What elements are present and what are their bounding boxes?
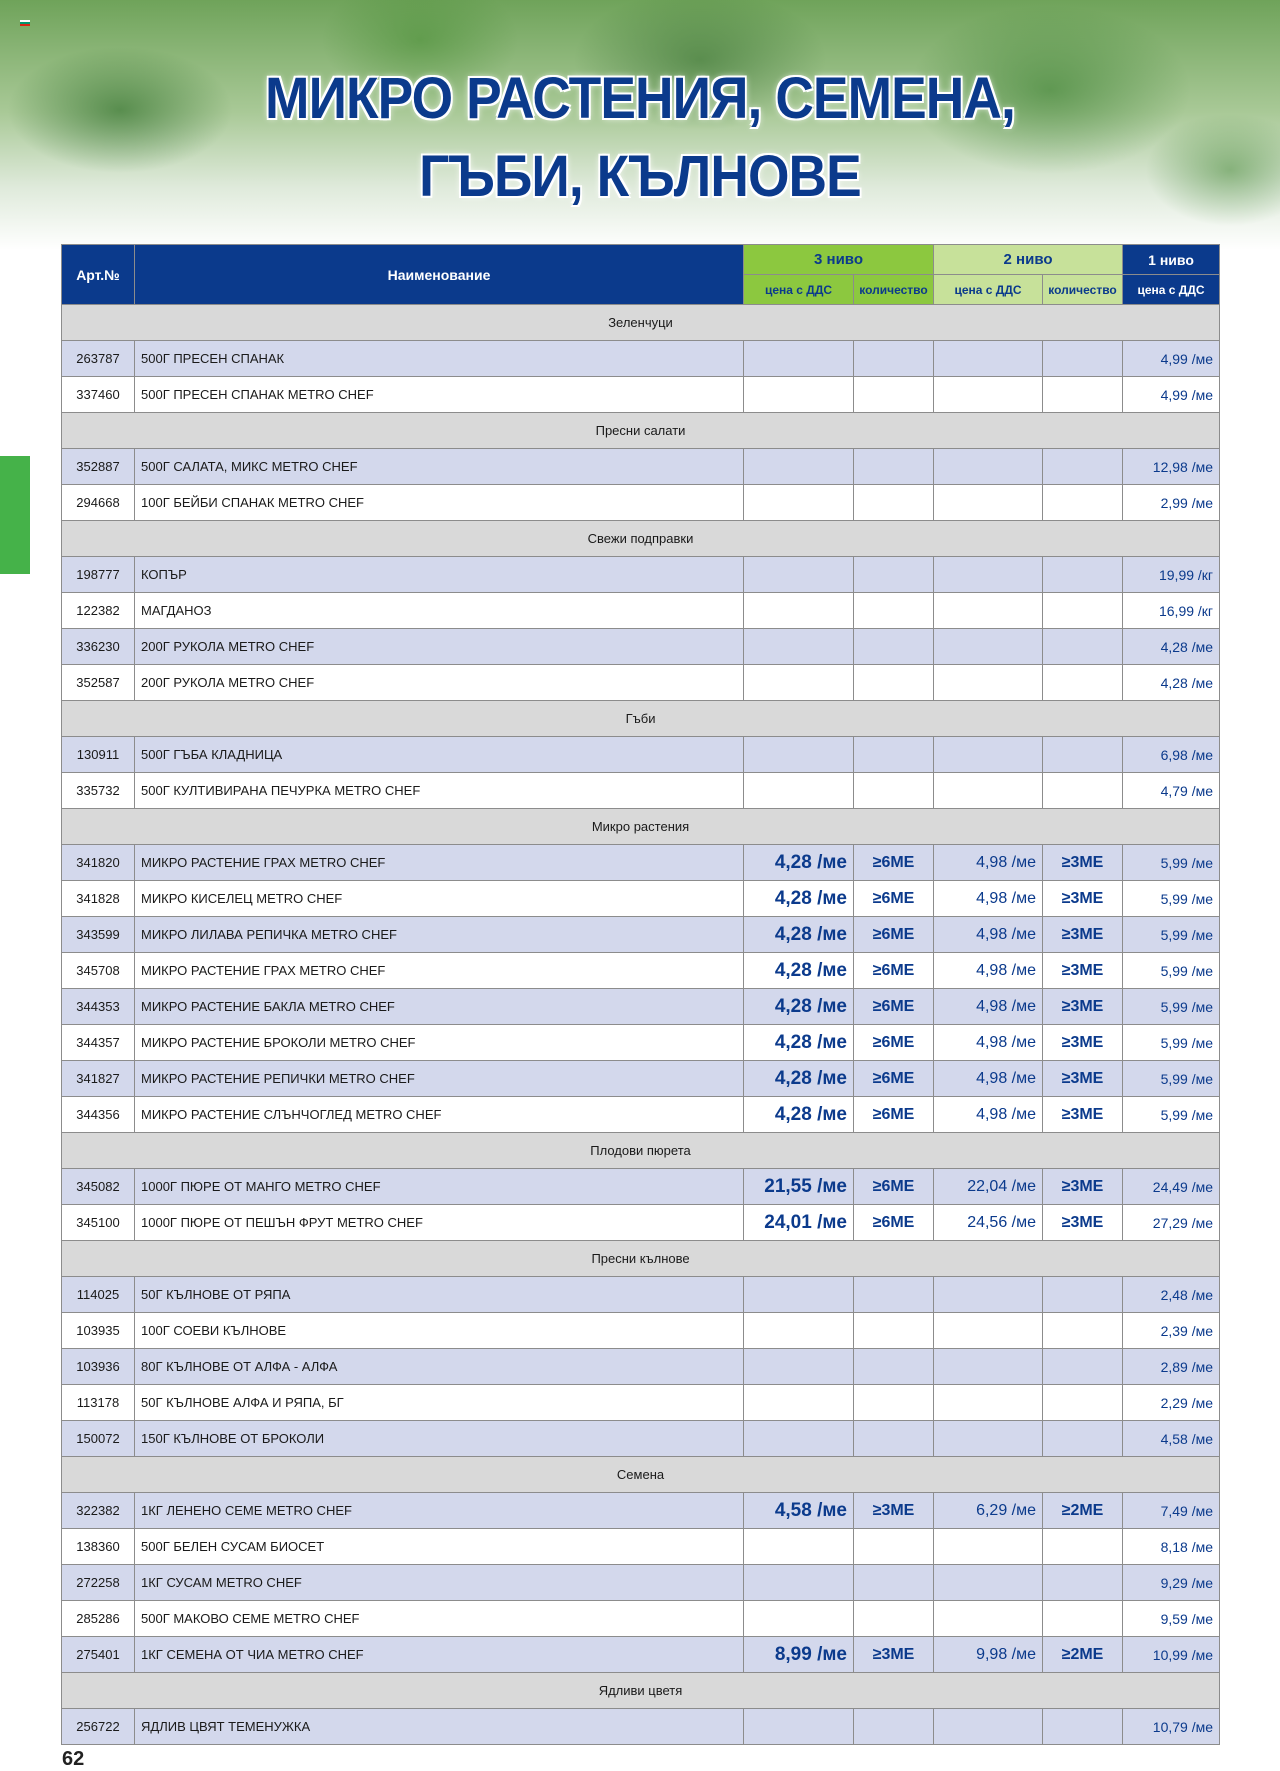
section-header-row <box>62 521 1220 557</box>
tier3-quantity <box>854 1709 934 1745</box>
tier2-price: 4,98 /ме <box>934 881 1043 917</box>
product-name: 500Г МАКОВО СЕМЕ METRO CHEF <box>135 1601 744 1637</box>
col-header-art: Арт.№ <box>62 245 135 305</box>
price-table <box>61 244 1220 1745</box>
product-name: 1КГ СУСАМ METRO CHEF <box>135 1565 744 1601</box>
tier3-quantity <box>854 1349 934 1385</box>
tier2-quantity: ≥3МЕ <box>1043 917 1123 953</box>
tier1-price: 5,99 /ме <box>1123 989 1220 1025</box>
article-number: 122382 <box>62 593 135 629</box>
tier1-price: 10,99 /ме <box>1123 1637 1220 1673</box>
section-title: Ядливи цветя <box>62 1673 1220 1709</box>
product-name: 1000Г ПЮРЕ ОТ ПЕШЪН ФРУТ METRO CHEF <box>135 1205 744 1241</box>
article-number: 345708 <box>62 953 135 989</box>
table-row <box>62 773 1220 809</box>
table-row <box>62 629 1220 665</box>
product-name: 1КГ СЕМЕНА ОТ ЧИА METRO CHEF <box>135 1637 744 1673</box>
page-number: 62 <box>62 1748 85 1770</box>
table-row <box>62 485 1220 521</box>
tier2-price <box>934 1601 1043 1637</box>
tier1-price: 5,99 /ме <box>1123 1061 1220 1097</box>
table-row <box>62 557 1220 593</box>
col-header-tier1-price: цена с ДДС <box>1123 275 1220 305</box>
article-number: 113178 <box>62 1385 135 1421</box>
article-number: 272258 <box>62 1565 135 1601</box>
table-row <box>62 1025 1220 1061</box>
tier3-quantity <box>854 1529 934 1565</box>
tier2-price: 4,98 /ме <box>934 953 1043 989</box>
article-number: 198777 <box>62 557 135 593</box>
tier2-quantity: ≥3МЕ <box>1043 1025 1123 1061</box>
article-number: 322382 <box>62 1493 135 1529</box>
table-row <box>62 1061 1220 1097</box>
tier3-quantity: ≥3МЕ <box>854 1493 934 1529</box>
col-header-tier1: 1 ниво <box>1123 245 1220 275</box>
tier3-quantity: ≥6МЕ <box>854 881 934 917</box>
tier2-price <box>934 1385 1043 1421</box>
tier3-quantity <box>854 1277 934 1313</box>
product-name: МИКРО ЛИЛАВА РЕПИЧКА METRO CHEF <box>135 917 744 953</box>
article-number: 285286 <box>62 1601 135 1637</box>
section-header-row <box>62 701 1220 737</box>
article-number: 130911 <box>62 737 135 773</box>
tier2-quantity <box>1043 1565 1123 1601</box>
tier3-quantity <box>854 485 934 521</box>
product-name: ЯДЛИВ ЦВЯТ ТЕМЕНУЖКА <box>135 1709 744 1745</box>
article-number: 341820 <box>62 845 135 881</box>
article-number: 352587 <box>62 665 135 701</box>
tier3-price <box>744 665 854 701</box>
tier1-price: 5,99 /ме <box>1123 845 1220 881</box>
article-number: 150072 <box>62 1421 135 1457</box>
page-title-line2: ГЪБИ, КЪЛНОВЕ <box>419 144 861 209</box>
tier3-price: 4,58 /ме <box>744 1493 854 1529</box>
table-row <box>62 1601 1220 1637</box>
col-header-tier2-price: цена с ДДС <box>934 275 1043 305</box>
tier2-quantity: ≥3МЕ <box>1043 989 1123 1025</box>
tier2-quantity <box>1043 557 1123 593</box>
table-row <box>62 1349 1220 1385</box>
tier2-quantity <box>1043 593 1123 629</box>
tier2-quantity <box>1043 629 1123 665</box>
tier3-price <box>744 1349 854 1385</box>
tier2-quantity <box>1043 665 1123 701</box>
tier2-price: 4,98 /ме <box>934 1061 1043 1097</box>
table-row <box>62 737 1220 773</box>
tier1-price: 4,99 /ме <box>1123 341 1220 377</box>
tier1-price: 27,29 /ме <box>1123 1205 1220 1241</box>
table-row <box>62 1097 1220 1133</box>
tier2-price <box>934 665 1043 701</box>
tier3-quantity: ≥6МЕ <box>854 953 934 989</box>
section-title: Зеленчуци <box>62 305 1220 341</box>
tier3-quantity: ≥6МЕ <box>854 1097 934 1133</box>
tier3-quantity <box>854 449 934 485</box>
tier1-price: 4,58 /ме <box>1123 1421 1220 1457</box>
product-name: МИКРО РАСТЕНИЕ РЕПИЧКИ METRO CHEF <box>135 1061 744 1097</box>
section-header-row <box>62 413 1220 449</box>
tier3-price <box>744 1529 854 1565</box>
col-header-tier3-qty: количество <box>854 275 934 305</box>
table-row <box>62 953 1220 989</box>
table-row <box>62 845 1220 881</box>
tier1-price: 9,29 /ме <box>1123 1565 1220 1601</box>
article-number: 344356 <box>62 1097 135 1133</box>
tier2-price: 4,98 /ме <box>934 845 1043 881</box>
table-row <box>62 989 1220 1025</box>
tier2-quantity <box>1043 1385 1123 1421</box>
category-side-tab <box>0 456 30 574</box>
product-name: 500Г КУЛТИВИРАНА ПЕЧУРКА METRO CHEF <box>135 773 744 809</box>
table-row <box>62 377 1220 413</box>
tier2-quantity <box>1043 737 1123 773</box>
tier3-quantity: ≥6МЕ <box>854 1061 934 1097</box>
section-title: Гъби <box>62 701 1220 737</box>
page-title-line1: МИКРО РАСТЕНИЯ, СЕМЕНА, <box>265 66 1015 131</box>
tier2-quantity <box>1043 341 1123 377</box>
tier1-price: 2,29 /ме <box>1123 1385 1220 1421</box>
tier3-price: 4,28 /ме <box>744 1061 854 1097</box>
tier2-price <box>934 377 1043 413</box>
product-name: 200Г РУКОЛА METRO CHEF <box>135 629 744 665</box>
tier3-price: 4,28 /ме <box>744 989 854 1025</box>
tier3-price <box>744 737 854 773</box>
article-number: 138360 <box>62 1529 135 1565</box>
tier1-price: 12,98 /ме <box>1123 449 1220 485</box>
tier3-quantity <box>854 1385 934 1421</box>
product-name: 150Г КЪЛНОВЕ ОТ БРОКОЛИ <box>135 1421 744 1457</box>
tier2-price <box>934 1349 1043 1385</box>
table-row <box>62 1529 1220 1565</box>
tier3-price <box>744 557 854 593</box>
tier3-quantity: ≥6МЕ <box>854 1205 934 1241</box>
tier2-quantity <box>1043 1709 1123 1745</box>
article-number: 343599 <box>62 917 135 953</box>
tier3-price: 4,28 /ме <box>744 953 854 989</box>
tier3-price: 24,01 /ме <box>744 1205 854 1241</box>
tier2-quantity <box>1043 377 1123 413</box>
tier3-price <box>744 773 854 809</box>
tier1-price: 5,99 /ме <box>1123 917 1220 953</box>
section-header-row <box>62 1241 1220 1277</box>
table-row <box>62 881 1220 917</box>
tier3-quantity: ≥6МЕ <box>854 989 934 1025</box>
article-number: 294668 <box>62 485 135 521</box>
tier2-price <box>934 593 1043 629</box>
col-header-tier3-price: цена с ДДС <box>744 275 854 305</box>
section-header-row <box>62 1457 1220 1493</box>
table-row <box>62 1277 1220 1313</box>
product-name: МИКРО РАСТЕНИЕ ГРАХ METRO CHEF <box>135 953 744 989</box>
tier3-price <box>744 1421 854 1457</box>
tier3-price <box>744 377 854 413</box>
tier2-price: 4,98 /ме <box>934 1025 1043 1061</box>
tier3-price <box>744 485 854 521</box>
tier2-price <box>934 773 1043 809</box>
product-name: 50Г КЪЛНОВЕ ОТ РЯПА <box>135 1277 744 1313</box>
product-name: 100Г БЕЙБИ СПАНАК METRO CHEF <box>135 485 744 521</box>
tier2-price: 6,29 /ме <box>934 1493 1043 1529</box>
section-header-row <box>62 1673 1220 1709</box>
col-header-tier2-qty: количество <box>1043 275 1123 305</box>
tier2-quantity: ≥3МЕ <box>1043 1097 1123 1133</box>
table-row <box>62 1205 1220 1241</box>
tier2-price <box>934 1313 1043 1349</box>
product-name: 500Г ПРЕСЕН СПАНАК <box>135 341 744 377</box>
tier3-quantity <box>854 1313 934 1349</box>
article-number: 345100 <box>62 1205 135 1241</box>
tier2-price <box>934 1277 1043 1313</box>
product-name: 500Г БЕЛЕН СУСАМ БИОСЕТ <box>135 1529 744 1565</box>
article-number: 103936 <box>62 1349 135 1385</box>
tier2-price <box>934 737 1043 773</box>
product-name: 80Г КЪЛНОВЕ ОТ АЛФА - АЛФА <box>135 1349 744 1385</box>
tier2-quantity: ≥3МЕ <box>1043 953 1123 989</box>
tier3-quantity: ≥6МЕ <box>854 1025 934 1061</box>
tier2-price: 4,98 /ме <box>934 989 1043 1025</box>
article-number: 341828 <box>62 881 135 917</box>
tier2-quantity <box>1043 1277 1123 1313</box>
table-row <box>62 1385 1220 1421</box>
article-number: 263787 <box>62 341 135 377</box>
product-name: МИКРО РАСТЕНИЕ ГРАХ METRO CHEF <box>135 845 744 881</box>
tier3-price <box>744 341 854 377</box>
tier3-price <box>744 1565 854 1601</box>
product-name: МИКРО КИСЕЛЕЦ METRO CHEF <box>135 881 744 917</box>
article-number: 275401 <box>62 1637 135 1673</box>
tier3-quantity <box>854 665 934 701</box>
table-row <box>62 665 1220 701</box>
col-header-tier3: 3 ниво <box>744 245 934 275</box>
tier1-price: 16,99 /кг <box>1123 593 1220 629</box>
tier2-price <box>934 1565 1043 1601</box>
tier1-price: 5,99 /ме <box>1123 1097 1220 1133</box>
table-row <box>62 449 1220 485</box>
product-name: 500Г ПРЕСЕН СПАНАК METRO CHEF <box>135 377 744 413</box>
tier1-price: 2,48 /ме <box>1123 1277 1220 1313</box>
tier3-price <box>744 593 854 629</box>
product-name: МИКРО РАСТЕНИЕ БРОКОЛИ METRO CHEF <box>135 1025 744 1061</box>
section-header-row <box>62 809 1220 845</box>
tier2-quantity <box>1043 1601 1123 1637</box>
tier2-quantity <box>1043 485 1123 521</box>
tier3-quantity: ≥6МЕ <box>854 845 934 881</box>
table-row <box>62 1709 1220 1745</box>
tier2-quantity: ≥2МЕ <box>1043 1637 1123 1673</box>
article-number: 103935 <box>62 1313 135 1349</box>
tier1-price: 9,59 /ме <box>1123 1601 1220 1637</box>
section-header-row <box>62 1133 1220 1169</box>
product-name: МИКРО РАСТЕНИЕ БАКЛА METRO CHEF <box>135 989 744 1025</box>
table-row <box>62 341 1220 377</box>
tier3-price: 4,28 /ме <box>744 1097 854 1133</box>
product-name: 1КГ ЛЕНЕНО СЕМЕ METRO CHEF <box>135 1493 744 1529</box>
tier2-quantity <box>1043 449 1123 485</box>
table-row <box>62 593 1220 629</box>
tier2-price <box>934 449 1043 485</box>
tier3-price: 4,28 /ме <box>744 881 854 917</box>
section-title: Плодови пюрета <box>62 1133 1220 1169</box>
tier2-price: 22,04 /ме <box>934 1169 1043 1205</box>
tier2-price: 9,98 /ме <box>934 1637 1043 1673</box>
tier3-price: 4,28 /ме <box>744 1025 854 1061</box>
tier3-price: 4,28 /ме <box>744 917 854 953</box>
tier3-price <box>744 1601 854 1637</box>
tier2-quantity <box>1043 1529 1123 1565</box>
tier3-price <box>744 1277 854 1313</box>
section-title: Микро растения <box>62 809 1220 845</box>
tier3-quantity <box>854 629 934 665</box>
tier2-quantity <box>1043 1421 1123 1457</box>
product-name: 500Г САЛАТА, МИКС METRO CHEF <box>135 449 744 485</box>
tier1-price: 2,99 /ме <box>1123 485 1220 521</box>
tier2-price: 24,56 /ме <box>934 1205 1043 1241</box>
article-number: 335732 <box>62 773 135 809</box>
tier3-price <box>744 449 854 485</box>
section-title: Пресни салати <box>62 413 1220 449</box>
article-number: 256722 <box>62 1709 135 1745</box>
tier1-price: 7,49 /ме <box>1123 1493 1220 1529</box>
tier2-price: 4,98 /ме <box>934 917 1043 953</box>
product-name: 1000Г ПЮРЕ ОТ МАНГО METRO CHEF <box>135 1169 744 1205</box>
article-number: 344353 <box>62 989 135 1025</box>
product-name: 50Г КЪЛНОВЕ АЛФА И РЯПА, БГ <box>135 1385 744 1421</box>
tier2-price <box>934 341 1043 377</box>
tier2-quantity: ≥3МЕ <box>1043 881 1123 917</box>
table-row <box>62 1565 1220 1601</box>
tier3-price <box>744 1385 854 1421</box>
tier3-quantity <box>854 593 934 629</box>
col-header-name: Наименование <box>135 245 744 305</box>
product-name: 500Г ГЪБА КЛАДНИЦА <box>135 737 744 773</box>
tier3-quantity: ≥6МЕ <box>854 917 934 953</box>
article-number: 337460 <box>62 377 135 413</box>
product-name: МИКРО РАСТЕНИЕ СЛЪНЧОГЛЕД METRO CHEF <box>135 1097 744 1133</box>
section-title: Семена <box>62 1457 1220 1493</box>
section-title: Пресни кълнове <box>62 1241 1220 1277</box>
article-number: 345082 <box>62 1169 135 1205</box>
tier2-quantity: ≥3МЕ <box>1043 845 1123 881</box>
tier3-price <box>744 1313 854 1349</box>
tier3-quantity <box>854 557 934 593</box>
tier2-price <box>934 557 1043 593</box>
tier3-quantity: ≥6МЕ <box>854 1169 934 1205</box>
hero-banner <box>0 0 1280 250</box>
table-row <box>62 1637 1220 1673</box>
article-number: 344357 <box>62 1025 135 1061</box>
table-row <box>62 1169 1220 1205</box>
tier2-quantity: ≥2МЕ <box>1043 1493 1123 1529</box>
tier1-price: 2,39 /ме <box>1123 1313 1220 1349</box>
article-number: 341827 <box>62 1061 135 1097</box>
tier1-price: 5,99 /ме <box>1123 1025 1220 1061</box>
tier3-price: 4,28 /ме <box>744 845 854 881</box>
tier2-price: 4,98 /ме <box>934 1097 1043 1133</box>
product-name: 100Г СОЕВИ КЪЛНОВЕ <box>135 1313 744 1349</box>
tier1-price: 4,79 /ме <box>1123 773 1220 809</box>
tier3-price: 21,55 /ме <box>744 1169 854 1205</box>
col-header-tier2: 2 ниво <box>934 245 1123 275</box>
tier3-quantity <box>854 773 934 809</box>
tier1-price: 10,79 /ме <box>1123 1709 1220 1745</box>
table-row <box>62 1313 1220 1349</box>
price-table-body <box>62 305 1220 1745</box>
tier2-price <box>934 1529 1043 1565</box>
tier2-price <box>934 1421 1043 1457</box>
tier1-price: 4,28 /ме <box>1123 629 1220 665</box>
tier2-quantity: ≥3МЕ <box>1043 1205 1123 1241</box>
tier3-price <box>744 629 854 665</box>
article-number: 352887 <box>62 449 135 485</box>
bulgarian-flag-icon <box>20 20 30 26</box>
tier2-price <box>934 485 1043 521</box>
table-row <box>62 917 1220 953</box>
section-header-row <box>62 305 1220 341</box>
tier3-quantity <box>854 737 934 773</box>
tier2-price <box>934 629 1043 665</box>
product-name: КОПЪР <box>135 557 744 593</box>
tier3-quantity <box>854 377 934 413</box>
tier1-price: 2,89 /ме <box>1123 1349 1220 1385</box>
tier1-price: 24,49 /ме <box>1123 1169 1220 1205</box>
product-name: МАГДАНОЗ <box>135 593 744 629</box>
tier2-quantity: ≥3МЕ <box>1043 1061 1123 1097</box>
article-number: 114025 <box>62 1277 135 1313</box>
product-name: 200Г РУКОЛА METRO CHEF <box>135 665 744 701</box>
tier2-quantity <box>1043 773 1123 809</box>
tier3-quantity <box>854 1421 934 1457</box>
tier1-price: 19,99 /кг <box>1123 557 1220 593</box>
table-row <box>62 1421 1220 1457</box>
tier3-quantity <box>854 1601 934 1637</box>
tier2-price <box>934 1709 1043 1745</box>
tier2-quantity <box>1043 1313 1123 1349</box>
tier3-quantity <box>854 341 934 377</box>
tier2-quantity: ≥3МЕ <box>1043 1169 1123 1205</box>
tier3-price: 8,99 /ме <box>744 1637 854 1673</box>
article-number: 336230 <box>62 629 135 665</box>
tier1-price: 4,99 /ме <box>1123 377 1220 413</box>
tier3-quantity: ≥3МЕ <box>854 1637 934 1673</box>
tier1-price: 4,28 /ме <box>1123 665 1220 701</box>
tier1-price: 8,18 /ме <box>1123 1529 1220 1565</box>
tier1-price: 5,99 /ме <box>1123 953 1220 989</box>
tier3-price <box>744 1709 854 1745</box>
tier1-price: 5,99 /ме <box>1123 881 1220 917</box>
section-title: Свежи подправки <box>62 521 1220 557</box>
tier2-quantity <box>1043 1349 1123 1385</box>
tier1-price: 6,98 /ме <box>1123 737 1220 773</box>
table-row <box>62 1493 1220 1529</box>
tier3-quantity <box>854 1565 934 1601</box>
